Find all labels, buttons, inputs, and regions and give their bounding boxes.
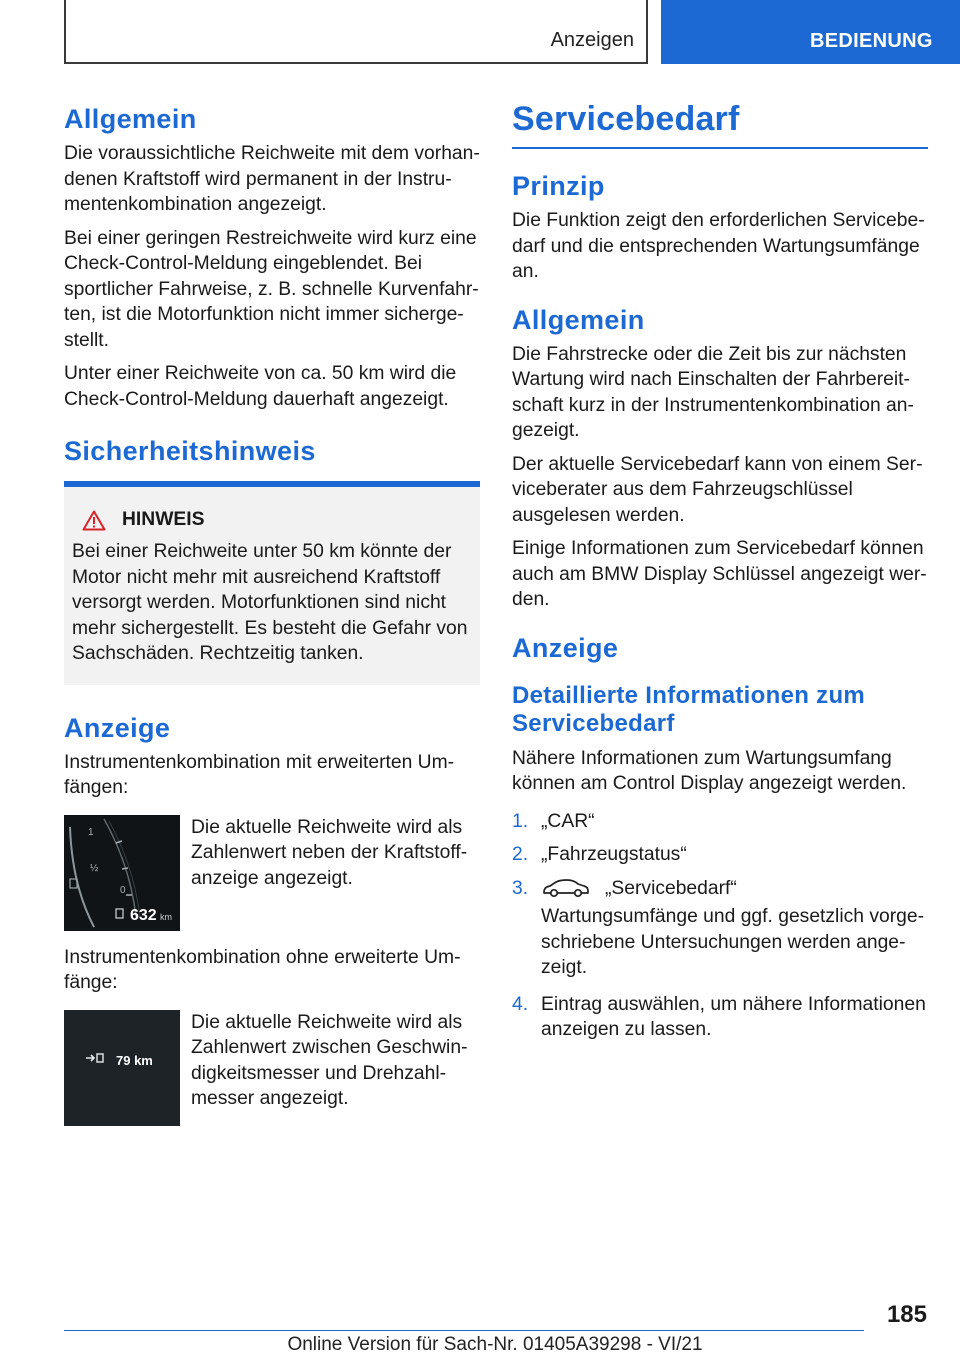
header-chapter-title: BEDIENUNG: [810, 30, 933, 52]
subheading-detaillierte-informationen: Detaillierte Informationen zum Servicebedarf: [512, 681, 866, 737]
header-section-box: [64, 0, 648, 64]
paragraph: Die voraussichtliche Reichweite mit dem vorhandenen Kraftstoff wird permanent in der Instrumentenkombination angezeigt.: [64, 143, 480, 215]
list-item: [512, 842, 928, 868]
heading-anzeige: Anzeige: [64, 712, 171, 743]
footer-divider: [64, 1330, 864, 1331]
heading-prinzip: Prinzip: [512, 171, 605, 201]
car-icon: [541, 877, 591, 899]
range-value: 632: [130, 906, 157, 924]
figure-caption: Die aktuelle Reichweite wird als Zahlenwert zwischen Geschwindigkeitsmesser und Drehzahlmesser angezeigt.: [191, 1011, 468, 1109]
step-number: 3.: [512, 877, 529, 899]
header-chapter-tab: [661, 0, 960, 64]
figure-row-extended: [64, 815, 480, 931]
warning-text: Bei einer Reichweite unter 50 km könnte der Motor nicht mehr mit ausreichend Kraftstoff versorgt werden. Motorfunktionen sind nicht mehr sichergestellt. Es besteht die Gefahr von Sachschäden. Rechtzeitig tanken.: [72, 541, 468, 664]
paragraph: Bei einer geringen Restreichweite wird kurz eine Check-Control-Meldung eingeblendet. Bei sportlicher Fahrweise, z. B. schnelle Kurvenfahrten, ist die Motorfunktion nicht immer sichergestellt.: [64, 227, 479, 351]
step-note: Wartungsumfänge und ggf. gesetzlich vorgeschriebene Untersuchungen werden angezeigt.: [541, 906, 924, 978]
range-unit: km: [160, 911, 172, 922]
paragraph: Instrumentenkombination ohne erweiterte Umfänge:: [64, 946, 461, 993]
right-column: [512, 100, 928, 1051]
list-item: [512, 876, 928, 984]
heading-allgemein: Allgemein: [512, 304, 645, 335]
instrument-cluster-image-basic: [64, 1010, 180, 1126]
paragraph: Einige Informationen zum Servicebedarf können auch am BMW Display Schlüssel angezeigt werden.: [512, 538, 927, 610]
steps-list: [512, 809, 928, 1043]
step-number: 2.: [512, 844, 529, 865]
step-text: „Fahrzeugstatus“: [541, 844, 687, 865]
paragraph: Instrumentenkombination mit erweiterten Umfängen:: [64, 751, 455, 798]
figure-caption: Die aktuelle Reichweite wird als Zahlenwert neben der Kraftstoffanzeige angezeigt.: [191, 816, 468, 889]
list-item: [512, 809, 928, 835]
step-text: „CAR“: [541, 810, 595, 832]
figure-row-basic: [64, 1010, 480, 1126]
fuel-tick-half: ½: [90, 862, 99, 874]
step-text: „Servicebedarf“: [605, 877, 737, 899]
warning-triangle-icon: [82, 510, 106, 531]
fuel-tick-empty: 0: [120, 884, 126, 896]
warning-label: HINWEIS: [122, 509, 205, 530]
warning-box: [64, 487, 480, 685]
paragraph: Unter einer Reichweite von ca. 50 km wird die Check-Control-Meldung dauerhaft angezeigt.: [64, 363, 457, 410]
step-text: Eintrag auswählen, um nähere Informationen anzeigen zu lassen.: [541, 993, 926, 1040]
chapter-heading-block: [512, 100, 928, 149]
fuel-tick-full: 1: [88, 826, 94, 838]
range-value: 79 km: [116, 1052, 153, 1068]
heading-sicherheitshinweis: Sicherheitshinweis: [64, 436, 316, 466]
paragraph: Die Funktion zeigt den erforderlichen Servicebedarf und die entsprechenden Wartungsumfänge an.: [512, 210, 925, 282]
heading-servicebedarf: Servicebedarf: [512, 100, 740, 138]
header-section-title: Anzeigen: [550, 29, 634, 51]
step-number: 4.: [512, 993, 529, 1015]
heading-allgemein: Allgemein: [64, 104, 197, 134]
page-number: 185: [886, 1301, 927, 1328]
heading-anzeige: Anzeige: [512, 632, 619, 663]
step-number: 1.: [512, 810, 529, 832]
warning-header: [72, 509, 470, 531]
paragraph: Nähere Informationen zum Wartungsumfang können am Control Display angezeigt werden.: [512, 747, 907, 794]
footer-text: Online Version für Sach-Nr. 01405A39298 - VI/21: [287, 1334, 703, 1355]
paragraph: Der aktuelle Servicebedarf kann von einem Serviceberater aus dem Fahrzeugschlüssel ausgelesen werden.: [512, 453, 923, 526]
paragraph: Die Fahrstrecke oder die Zeit bis zur nächsten Wartung wird nach Einschalten der Fahrbereitschaft kurz in der Instrumentenkombination angezeigt.: [512, 343, 914, 441]
left-column: [64, 100, 480, 1140]
list-item: [512, 992, 928, 1043]
instrument-cluster-image-extended: [64, 815, 180, 931]
